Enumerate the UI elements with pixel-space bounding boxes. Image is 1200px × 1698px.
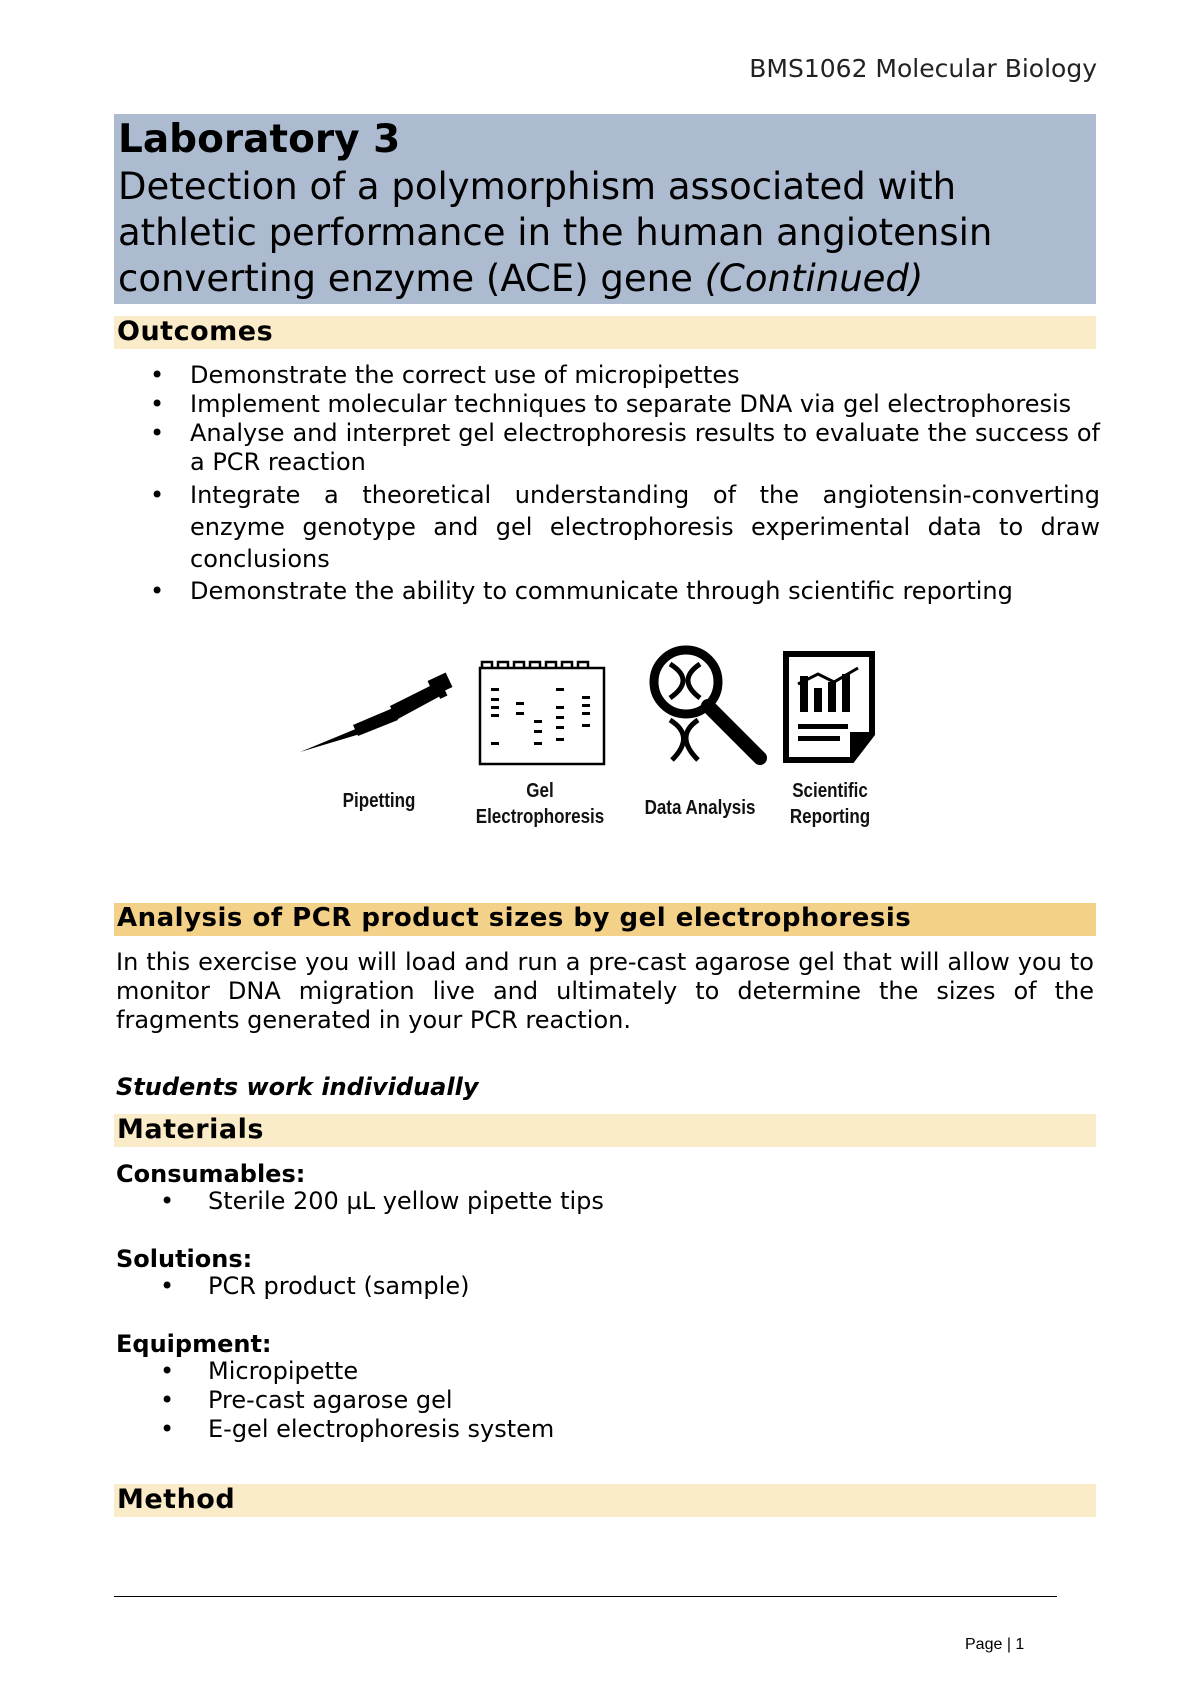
list-item: • Micropipette [160, 1357, 554, 1386]
outcome-item: • Integrate a theoretical understanding of the angiotensin-converting enzyme genotype and gel electrophoresis experimental data to draw conclusions [150, 479, 1100, 575]
outcome-item: • Demonstrate the ability to communicate through scientific reporting [150, 577, 1100, 606]
lab-subtitle [118, 164, 1093, 302]
skills-figure [298, 640, 888, 770]
figure-label-data-analysis: Data Analysis [644, 797, 756, 819]
analysis-heading: Analysis of PCR product sizes by gel electrophoresis [117, 903, 912, 933]
footer-rule [114, 1596, 1057, 1597]
method-heading-bar [114, 1484, 1096, 1517]
outcome-item: • Analyse and interpret gel electrophoresis results to evaluate the success of a PCR reaction [150, 419, 1100, 477]
gel-icon [480, 662, 604, 764]
method-heading: Method [117, 1484, 236, 1515]
figure-label-reporting-line2: Reporting [789, 806, 871, 828]
analysis-paragraph: In this exercise you will load and run a pre-cast agarose gel that will allow you to monitor DNA migration live and ultimately to determine the sizes of the fragments generated in your PCR reaction. [116, 948, 1094, 1034]
pipette-icon [300, 673, 452, 752]
figure-label-pipetting: Pipetting [342, 790, 416, 812]
figure-label-reporting [779, 778, 881, 830]
solutions-label: Solutions: [116, 1245, 253, 1273]
work-mode-note: Students work individually [116, 1073, 479, 1101]
figure-label-gel-line2: Electrophoresis [475, 806, 605, 828]
list-item: • Pre-cast agarose gel [160, 1386, 554, 1415]
report-icon [786, 654, 872, 760]
list-item: • Sterile 200 µL yellow pipette tips [160, 1187, 604, 1216]
subtitle-text: Detection of a polymorphism associated with athletic performance in the human angiotensin converting enzyme (ACE) gene [118, 165, 993, 300]
outcome-item: • Demonstrate the correct use of micropipettes [150, 361, 1100, 390]
figure-label-reporting-line1: Scientific [792, 780, 868, 802]
list-item: • E-gel electrophoresis system [160, 1415, 554, 1444]
running-header: BMS1062 Molecular Biology [749, 54, 1097, 83]
outcomes-heading: Outcomes [117, 316, 274, 347]
analysis-heading-bar [114, 903, 1096, 936]
list-item: • PCR product (sample) [160, 1272, 469, 1301]
equipment-label: Equipment: [116, 1330, 272, 1358]
outcomes-heading-bar [114, 316, 1096, 349]
figure-label-gel-line1: Gel [526, 780, 554, 802]
lab-title: Laboratory 3 [118, 117, 401, 162]
title-block [114, 114, 1096, 304]
solutions-list [160, 1272, 469, 1301]
materials-heading-bar [114, 1114, 1096, 1147]
consumables-label: Consumables: [116, 1160, 306, 1188]
figure-label-gel [472, 778, 608, 830]
data-analysis-icon [654, 650, 760, 760]
page-number: Page | 1 [965, 1636, 1025, 1653]
outcome-item: • Implement molecular techniques to separate DNA via gel electrophoresis [150, 390, 1100, 419]
equipment-list [160, 1357, 554, 1444]
continued-text: (Continued) [704, 257, 924, 300]
outcomes-list [150, 361, 1100, 606]
materials-heading: Materials [117, 1114, 264, 1145]
consumables-list [160, 1187, 604, 1216]
